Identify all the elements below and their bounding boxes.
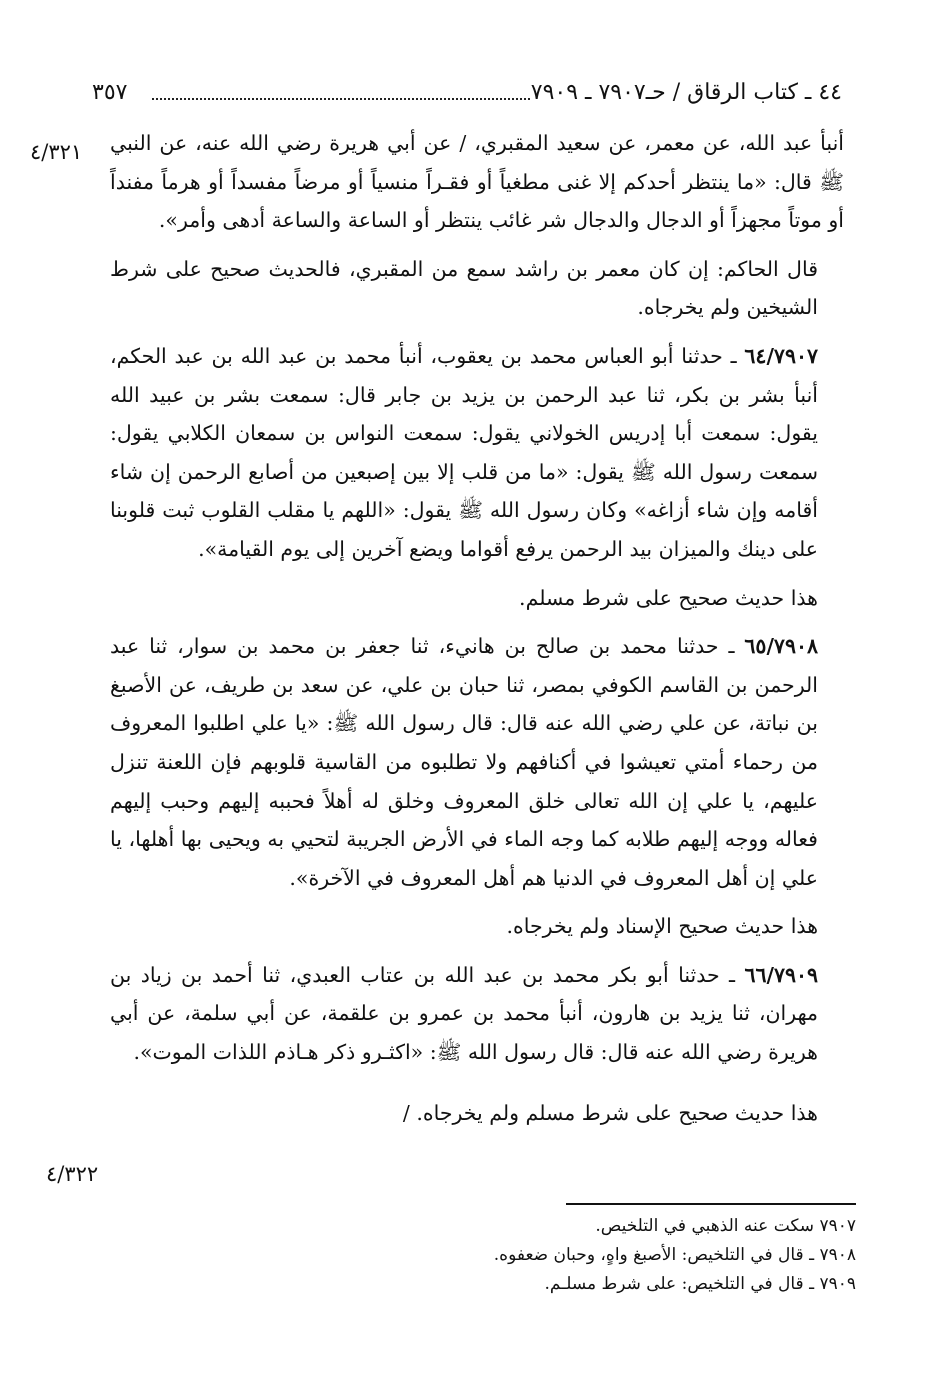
main-text [110, 124, 844, 1142]
hadith-7907-grading: هذا حديث صحيح على شرط مسلم. [519, 585, 818, 610]
footnote-item: ٧٩٠٨ ـ قال في التلخيص: الأصبغ واهٍ، وحبان ضعفوه. [493, 1245, 856, 1265]
hadith-number: ٦٥/٧٩٠٨ [744, 634, 818, 659]
hakim-comment: قال الحاكم: إن كان معمر بن راشد سمع من المقبري، فالحديث صحيح على شرط الشيخين ولم يخرجاه. [110, 256, 818, 320]
footnote-divider [566, 1203, 856, 1205]
hadith-7907 [110, 337, 844, 569]
footnote-item: ٧٩٠٧ سكت عنه الذهبي في التلخيص. [595, 1216, 856, 1236]
hadith-7908 [110, 627, 844, 897]
hadith-text: ـ حدثنا أبو بكر محمد بن عبد الله بن عتاب العبدي، ثنا أحمد بن زياد بن مهران، ثنا يزيد بن هارون، أنبأ محمد بن عمرو بن علقمة، عن أبي سلمة، عن أبي هريرة رضي الله عنه قال: قال رسول الله ﷺ: «اكثـرو ذكر هـاذم اللذات الموت». [110, 962, 818, 1065]
hadith-text: ـ حدثنا أبو العباس محمد بن يعقوب، أنبأ محمد بن عبد الله بن عبد الحكم، أنبأ بشر بن بكر، ثنا عبد الرحمن بن يزيد بن جابر قال: سمعت بشر بن عبيد الله يقول: سمعت أبا إدريس الخولاني يقول: سمعت النواس بن سمعان الكلابي يقول: سمعت رسول الله ﷺ يقول: «ما من قلب إلا بين إصبعين من أصابع الرحمن إن شاء أقامه وإن شاء أزاغه» وكان رسول الله ﷺ يقول: «اللهم يا مقلب القلوب ثبت قلوبنا على دينك والميزان بيد الرحمن يرفع أقواما ويضع آخرين إلى يوم القيامة». [110, 343, 818, 561]
header-leader-dots [152, 98, 530, 100]
footnote-item: ٧٩٠٩ ـ قال في التلخيص: على شرط مسلـم. [544, 1274, 856, 1294]
hadith-7908-grading: هذا حديث صحيح الإسناد ولم يخرجاه. [506, 914, 818, 939]
margin-ref-top: ٤/٣٢١ [30, 140, 83, 164]
hadith-number: ٦٦/٧٩٠٩ [744, 962, 818, 987]
hadith-7909 [110, 956, 844, 1072]
hadith-number: ٦٤/٧٩٠٧ [744, 343, 818, 368]
footnotes [300, 1212, 856, 1299]
hadith-text: ـ حدثنا محمد بن صالح بن هانيء، ثنا جعفر بن محمد بن سوار، ثنا عبد الرحمن بن القاسم الكوفي بمصر، ثنا حبان بن علي، عن سعد بن طريف، عن الأصبغ بن نباتة، عن علي رضي الله عنه قال: قال رسول الله ﷺ: «يا علي اطلبوا المعروف من رحماء أمتي تعيشوا في أكنافهم ولا تطلبوه من القاسية قلوبهم فإن اللعنة تنزل عليهم، يا علي إن الله تعالى خلق المعروف وخلق له أهلاً فحببه إليهم وحبب إليهم فعاله ووجه إليهم طلابه كما وجه الماء في الأرض الجريبة لتحيي به ويحيى بها أهلها، يا علي إن أهل المعروف في الدنيا هم أهل المعروف في الآخرة». [110, 634, 818, 890]
header-title: ٤٤ ـ كتاب الرقاق / حـ٧٩٠٧ ـ ٧٩٠٩ [530, 80, 842, 105]
page-number: ٣٥٧ [92, 80, 128, 105]
running-header [92, 80, 842, 114]
margin-ref-bottom: ٤/٣٢٢ [46, 1162, 99, 1186]
hadith-7909-grading: هذا حديث صحيح على شرط مسلم ولم يخرجاه. / [402, 1100, 818, 1125]
paragraph-continuation: أنبأ عبد الله، عن معمر، عن سعيد المقبري، / عن أبي هريرة رضي الله عنه، عن النبي ﷺ قال: «ما ينتظر أحدكم إلا غنى مطغياً أو فقـراً منسياً أو مرضاً مفسداً أو هرماً مفنداً أو موتاً مجهزاً أو الدجال والدجال شر غائب ينتظر أو الساعة والساعة أدهى وأمر». [110, 131, 844, 233]
